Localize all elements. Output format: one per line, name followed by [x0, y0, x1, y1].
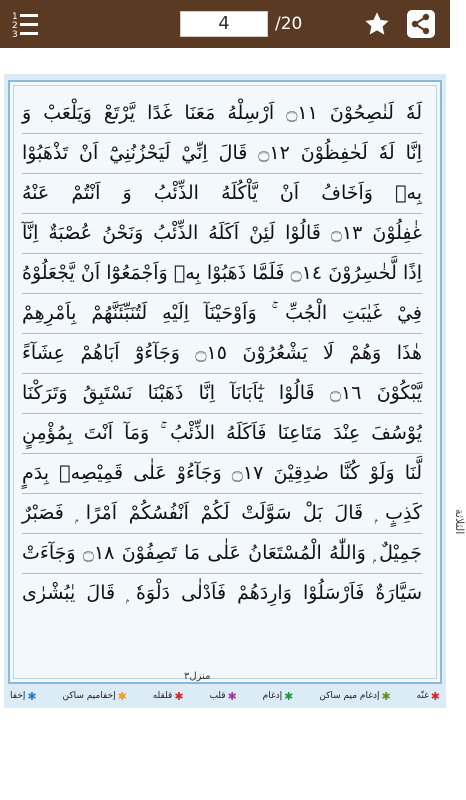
legend-item [10, 690, 37, 703]
legend-label: إدغام ميم ساكن [319, 691, 380, 701]
toolbar [0, 0, 450, 48]
legend-label: إدغام [262, 691, 283, 701]
star-icon: ✱ [430, 689, 440, 703]
ayah-line[interactable]: هٰذَا وَهُمْ لَا يَشْعُرُوْنَ ۝١٥ وَجَآءُوْٓ اَبَاهُمْ عِشَآءً [22, 334, 422, 374]
ayah-line[interactable]: يَّبْكُوْنَ ۝١٦ قَالُوْا يٰٓاَبَانَآ اِنَّا ذَهَبْنَا نَسْتَبِقُ وَتَرَكْنَا [22, 374, 422, 414]
toolbar-spacer [0, 48, 450, 74]
page-total-label: /20 [275, 14, 303, 34]
legend-item [62, 690, 126, 703]
ayah-line[interactable]: لَهٗ لَنٰصِحُوْنَ ۝١١ اَرْسِلْهُ مَعَنَا غَدًا يَّرْتَعْ وَيَلْعَبْ وَ [22, 94, 422, 134]
legend-label: غنّه [416, 691, 429, 701]
ayah-line[interactable]: كَذِبٍ ۭ قَالَ بَلْ سَوَّلَتْ لَكُمْ اَنْفُسُكُمْ اَمْرًا ۭ فَصَبْرٌ [22, 494, 422, 534]
svg-text:2: 2 [12, 21, 18, 31]
share-icon [406, 9, 436, 39]
legend-item [417, 690, 440, 703]
manzil-label: منزل٣ [184, 671, 211, 682]
svg-text:3: 3 [12, 30, 18, 40]
numbered-list-icon [10, 9, 40, 39]
page-number-input[interactable]: 4 [180, 11, 268, 37]
legend-item [263, 690, 294, 703]
star-icon [363, 10, 391, 38]
legend-label: إخفا [10, 691, 26, 701]
star-icon: ✱ [27, 689, 37, 703]
numbered-list-button[interactable] [8, 7, 42, 41]
share-button[interactable] [404, 7, 438, 41]
side-label: الثلاثة [453, 509, 466, 535]
star-icon: ✱ [117, 689, 127, 703]
legend-item [209, 690, 236, 703]
star-icon: ✱ [174, 689, 184, 703]
star-icon: ✱ [381, 689, 391, 703]
ayah-line[interactable]: لَّنَا وَلَوْ كُنَّا صٰدِقِيْنَ ۝١٧ وَجَآءُوْ عَلٰى قَمِيْصِهٖ بِدَمٍ [22, 454, 422, 494]
ayah-line[interactable]: اِذًا لَّخٰسِرُوْنَ ۝١٤ فَلَمَّا ذَهَبُوْا بِهٖ وَاَجْمَعُوْٓا اَنْ يَّجْعَلُوْهُ [22, 254, 422, 294]
page-frame [8, 80, 466, 684]
tajweed-legend [10, 688, 440, 704]
star-icon: ✱ [227, 689, 237, 703]
ayah-line[interactable]: بِهٖ وَاَخَافُ اَنْ يَّاْكُلَهُ الذِّئْبُ وَ اَنْتُمْ عَنْهُ [22, 174, 422, 214]
legend-item [153, 690, 184, 703]
ayah-line[interactable]: اِنَّا لَهٗ لَحٰفِظُوْنَ ۝١٢ قَالَ اِنِّيْ لَيَحْزُنُنِيْٓ اَنْ تَذْهَبُوْا [22, 134, 422, 174]
legend-label: قلقله [152, 691, 173, 701]
favorite-button[interactable] [360, 7, 394, 41]
legend-item [319, 690, 390, 703]
star-icon: ✱ [284, 689, 294, 703]
ayah-line[interactable]: جَمِيْلٌ ۭ وَاللّٰهُ الْمُسْتَعَانُ عَلٰى مَا تَصِفُوْنَ ۝١٨ وَجَآءَتْ [22, 534, 422, 574]
ayah-line[interactable]: غٰفِلُوْنَ ۝١٣ قَالُوْا لَئِنْ اَكَلَهُ الذِّئْبُ وَنَحْنُ عُصْبَةٌ اِنَّآ [22, 214, 422, 254]
legend-label: إخفاميم ساكن [62, 691, 116, 701]
ayah-lines [22, 94, 422, 614]
ayah-line[interactable]: فِيْ غَيٰبَتِ الْجُبِّ ۚ وَاَوْحَيْنَآ اِلَيْهِ لَتُنَبِّئَنَّهُمْ بِاَمْرِهِمْ [22, 294, 422, 334]
quran-page[interactable] [4, 74, 466, 708]
svg-text:1: 1 [12, 12, 18, 22]
ayah-line[interactable]: يُوْسُفَ عِنْدَ مَتَاعِنَا فَاَكَلَهُ الذِّئْبُ ۚ وَمَآ اَنْتَ بِمُؤْمِنٍ [22, 414, 422, 454]
ayah-line[interactable]: سَيَّارَةٌ فَاَرْسَلُوْا وَارِدَهُمْ فَاَدْلٰى دَلْوَهٗ ۭ قَالَ يٰبُشْرٰى [22, 582, 422, 604]
legend-label: قلب [209, 691, 226, 701]
